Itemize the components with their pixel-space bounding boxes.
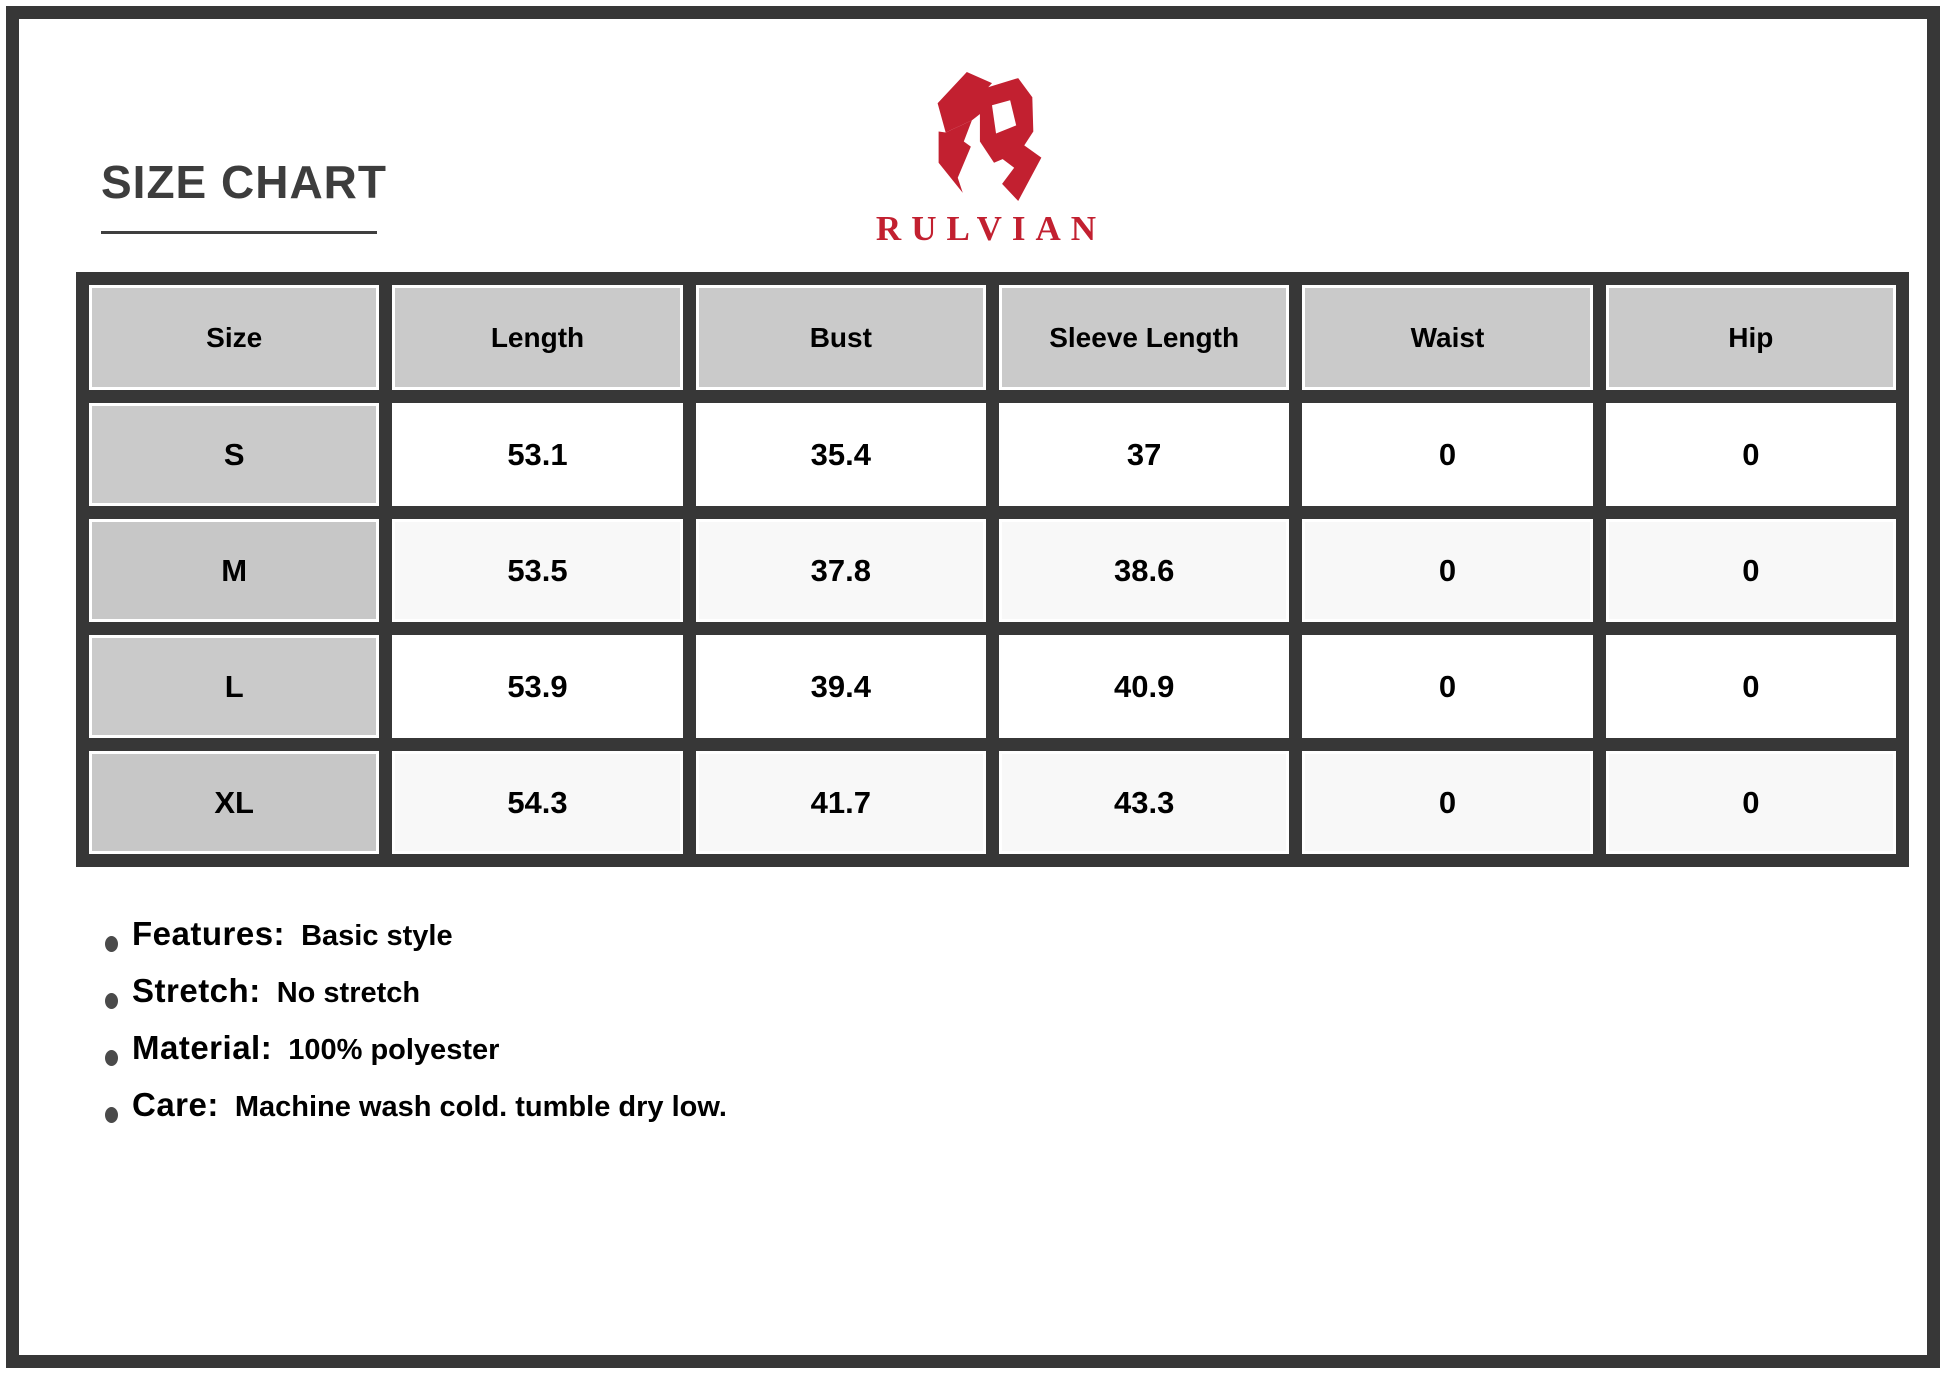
detail-label: Care: <box>132 1086 219 1123</box>
bust-value: 41.7 <box>696 751 999 867</box>
detail-value: Basic style <box>301 920 453 952</box>
detail-value: No stretch <box>276 977 421 1009</box>
hip-value: 0 <box>1606 519 1909 635</box>
table-header-row <box>89 285 1909 403</box>
bullet-icon <box>105 936 118 952</box>
column-header-length: Length <box>392 285 695 403</box>
column-header-waist: Waist <box>1302 285 1605 403</box>
length-value: 54.3 <box>392 751 695 867</box>
sleeve-length-value: 37 <box>999 403 1302 519</box>
sleeve-length-value: 40.9 <box>999 635 1302 751</box>
brand-wordmark: RULVIAN <box>875 209 1107 248</box>
table-row-xl <box>89 751 1909 867</box>
list-item-care <box>105 1086 727 1143</box>
size-chart-sheet <box>6 6 1940 1368</box>
column-header-sleeve-length: Sleeve Length <box>999 285 1302 403</box>
size-label: L <box>89 635 392 751</box>
length-value: 53.1 <box>392 403 695 519</box>
size-label: S <box>89 403 392 519</box>
size-label: M <box>89 519 392 635</box>
length-value: 53.9 <box>392 635 695 751</box>
length-value: 53.5 <box>392 519 695 635</box>
sleeve-length-value: 43.3 <box>999 751 1302 867</box>
list-item-material <box>105 1029 727 1086</box>
column-header-size: Size <box>89 285 392 403</box>
waist-value: 0 <box>1302 519 1605 635</box>
bullet-icon <box>105 993 118 1009</box>
size-label: XL <box>89 751 392 867</box>
list-item-features <box>105 915 727 972</box>
column-header-hip: Hip <box>1606 285 1909 403</box>
detail-label: Material: <box>132 1029 273 1066</box>
hip-value: 0 <box>1606 403 1909 519</box>
bust-value: 39.4 <box>696 635 999 751</box>
size-chart-table <box>76 272 1909 867</box>
sleeve-length-value: 38.6 <box>999 519 1302 635</box>
hip-value: 0 <box>1606 635 1909 751</box>
detail-value: 100% polyester <box>288 1034 500 1066</box>
waist-value: 0 <box>1302 751 1605 867</box>
column-header-bust: Bust <box>696 285 999 403</box>
title-underline <box>101 231 377 234</box>
page-title: SIZE CHART <box>101 156 387 208</box>
detail-label: Features: <box>132 915 286 952</box>
waist-value: 0 <box>1302 403 1605 519</box>
table-row-l <box>89 635 1909 751</box>
brand-logo <box>831 69 1151 249</box>
table-row-m <box>89 519 1909 635</box>
bust-value: 37.8 <box>696 519 999 635</box>
table-row-s <box>89 403 1909 519</box>
bust-value: 35.4 <box>696 403 999 519</box>
bullet-icon <box>105 1050 118 1066</box>
rulvian-r-monogram-icon <box>935 69 1047 205</box>
product-details-list <box>105 915 727 1143</box>
waist-value: 0 <box>1302 635 1605 751</box>
detail-value: Machine wash cold. tumble dry low. <box>234 1091 727 1123</box>
list-item-stretch <box>105 972 727 1029</box>
hip-value: 0 <box>1606 751 1909 867</box>
bullet-icon <box>105 1107 118 1123</box>
detail-label: Stretch: <box>132 972 261 1009</box>
